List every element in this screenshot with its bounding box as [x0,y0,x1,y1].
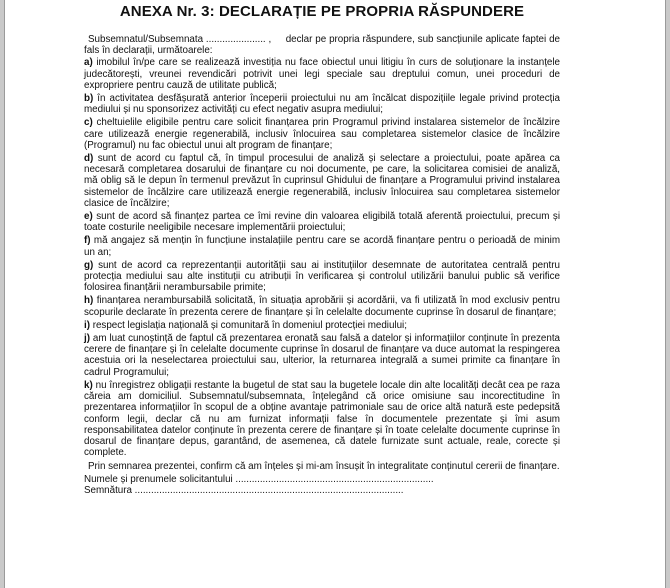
clause-item [84,320,560,331]
clause-letter: c) [84,117,93,129]
closing-text: Prin semnarea prezentei, confirm că am înțeles și mi-am însușit în integralitate conținutul cererii de finanțare. [88,461,560,473]
clause-item [84,295,560,317]
signature-line: Semnătura ................................................................................................... [84,484,404,496]
clause-letter: b) [84,93,94,105]
clause-text: mă angajez să mențin în funcțiune instalațiile pentru care se acordă finanțare pentru o perioadă de minim un an; [84,235,561,258]
clause-letter: k) [84,379,93,391]
clause-list [84,57,560,458]
clause-letter: e) [84,211,93,223]
clause-item [84,93,560,115]
intro-name-placeholder: Subsemnatul/Subsemnata ...................... , [88,34,272,45]
clause-item [84,260,560,294]
clause-text: imobilul în/pe care se realizează investiția nu face obiectul unui litigiu în curs de soluționare la instanțele judecătorești, vreunei revendicări potrivit unei legi speciale sau dreptului comun, unei proceduri de expropriere pentru cauză de utilitate publică; [84,57,560,91]
clause-item [84,333,560,378]
clause-text: respect legislația națională și comunitară în domeniul protecției mediului; [92,319,407,331]
page-left-border [0,0,5,588]
clause-letter: a) [84,57,93,69]
clause-text: sunt de acord ca reprezentanții autorității sau ai instituțiilor desemnate de autoritatea centrală pentru protecția mediului sau alte instituții cu atribuții în verificarea și controlul utilizării banului public să verifice folosirea finanțării nerambursabile primite; [84,259,560,294]
clause-letter: i) [84,319,90,331]
closing-paragraph [84,461,560,472]
clause-text: în activitatea desfășurată anterior începerii proiectului nu am încălcat dispozițiile legale privind protecția mediului și nu sponsorizez activități cu efect negativ asupra mediului; [84,93,561,116]
clause-item [84,57,560,91]
clause-item [84,117,560,151]
intro-paragraph [84,34,560,56]
clause-item [84,235,560,257]
clause-text: finanțarea nerambursabilă solicitată, în situația aprobării și acordării, va fi utilizată în mod exclusiv pentru scopurile declarate în prezenta cerere de finanțare și în celelalte documente cuprinse în dosarul de finanțare; [84,295,560,318]
document-body [84,34,560,496]
clause-item [84,211,560,233]
clause-text: am luat cunoștință de faptul că prezentarea eronată sau falsă a datelor și informațiilor conținute în prezenta cerere de finanțare și în celelalte documente cuprinse în dosarul de finanțare va duce automat la respingerea acestuia ori la neselectarea proiectului sau, ulterior, la returnarea integrală a sumei primite ca finanțare în cadrul Programului; [84,333,561,378]
document-page [84,0,560,496]
clause-letter: h) [84,295,94,307]
clause-item [84,380,560,458]
clause-text: nu înregistrez obligații restante la bugetul de stat sau la bugetele locale din alte localități decât cea pe raza căreia am domiciliul. Subsemnatul/subsemnata, înțelegând că orice omisiune sau incorectitudine în prezentarea informațiilor în scopul de a obține avantaje patrimoniale sau de orice altă natură este pedepsită conform legii, declar că nu am furnizat informații false în documentele prezentate și îmi asum responsabilitatea datelor conținute în prezenta cerere de finanțare și în toate celelalte documente cuprinse în dosarul de finanțare depus, garantând, de asemenea, că datele furnizate sunt actuale, reale, corecte și complete. [84,379,560,459]
document-title: ANEXA Nr. 3: DECLARAȚIE PE PROPRIA RĂSPUNDERE [119,3,525,20]
applicant-name-line: Numele și prenumele solicitantului ......................................................................... [84,473,434,485]
clause-text: sunt de acord cu faptul că, în timpul procesului de analiză și selectare a proiectului, poate apărea ca necesară completarea dosarului de finanțare cu noi documente, pe care, la solicitarea comisiei de analiză, mă oblig să le depun în termenul prevăzut în cuprinsul Ghidului de finanțare a Programului privind instalarea sistemelor de încălzire care utilizează energie regenerabilă, inclusiv înlocuirea sau completarea sistemelor clasice de încălzire; [84,153,561,209]
clause-letter: g) [84,259,94,271]
clause-letter: j) [84,333,90,345]
intro-declaration: declar pe propria răspundere, sub sancțiunile aplicate faptei de fals în declarații, următoarele: [84,34,560,57]
clause-item [84,153,560,209]
page-right-border [665,0,670,588]
clause-text: sunt de acord să finanțez partea ce îmi revine din valoarea eligibilă totală aferentă proiectului, precum și toate costurile neeligibile necesare implementării proiectului; [84,211,560,234]
clause-letter: f) [84,235,91,247]
clause-letter: d) [84,153,94,165]
clause-text: cheltuielile eligibile pentru care solicit finanțarea prin Programul privind instalarea sistemelor de încălzire care utilizează energie regenerabilă, inclusiv înlocuirea sau completarea sistemelor clasice de încălzire (Programul) nu fac obiectul unui alt program de finanțare; [84,117,560,151]
